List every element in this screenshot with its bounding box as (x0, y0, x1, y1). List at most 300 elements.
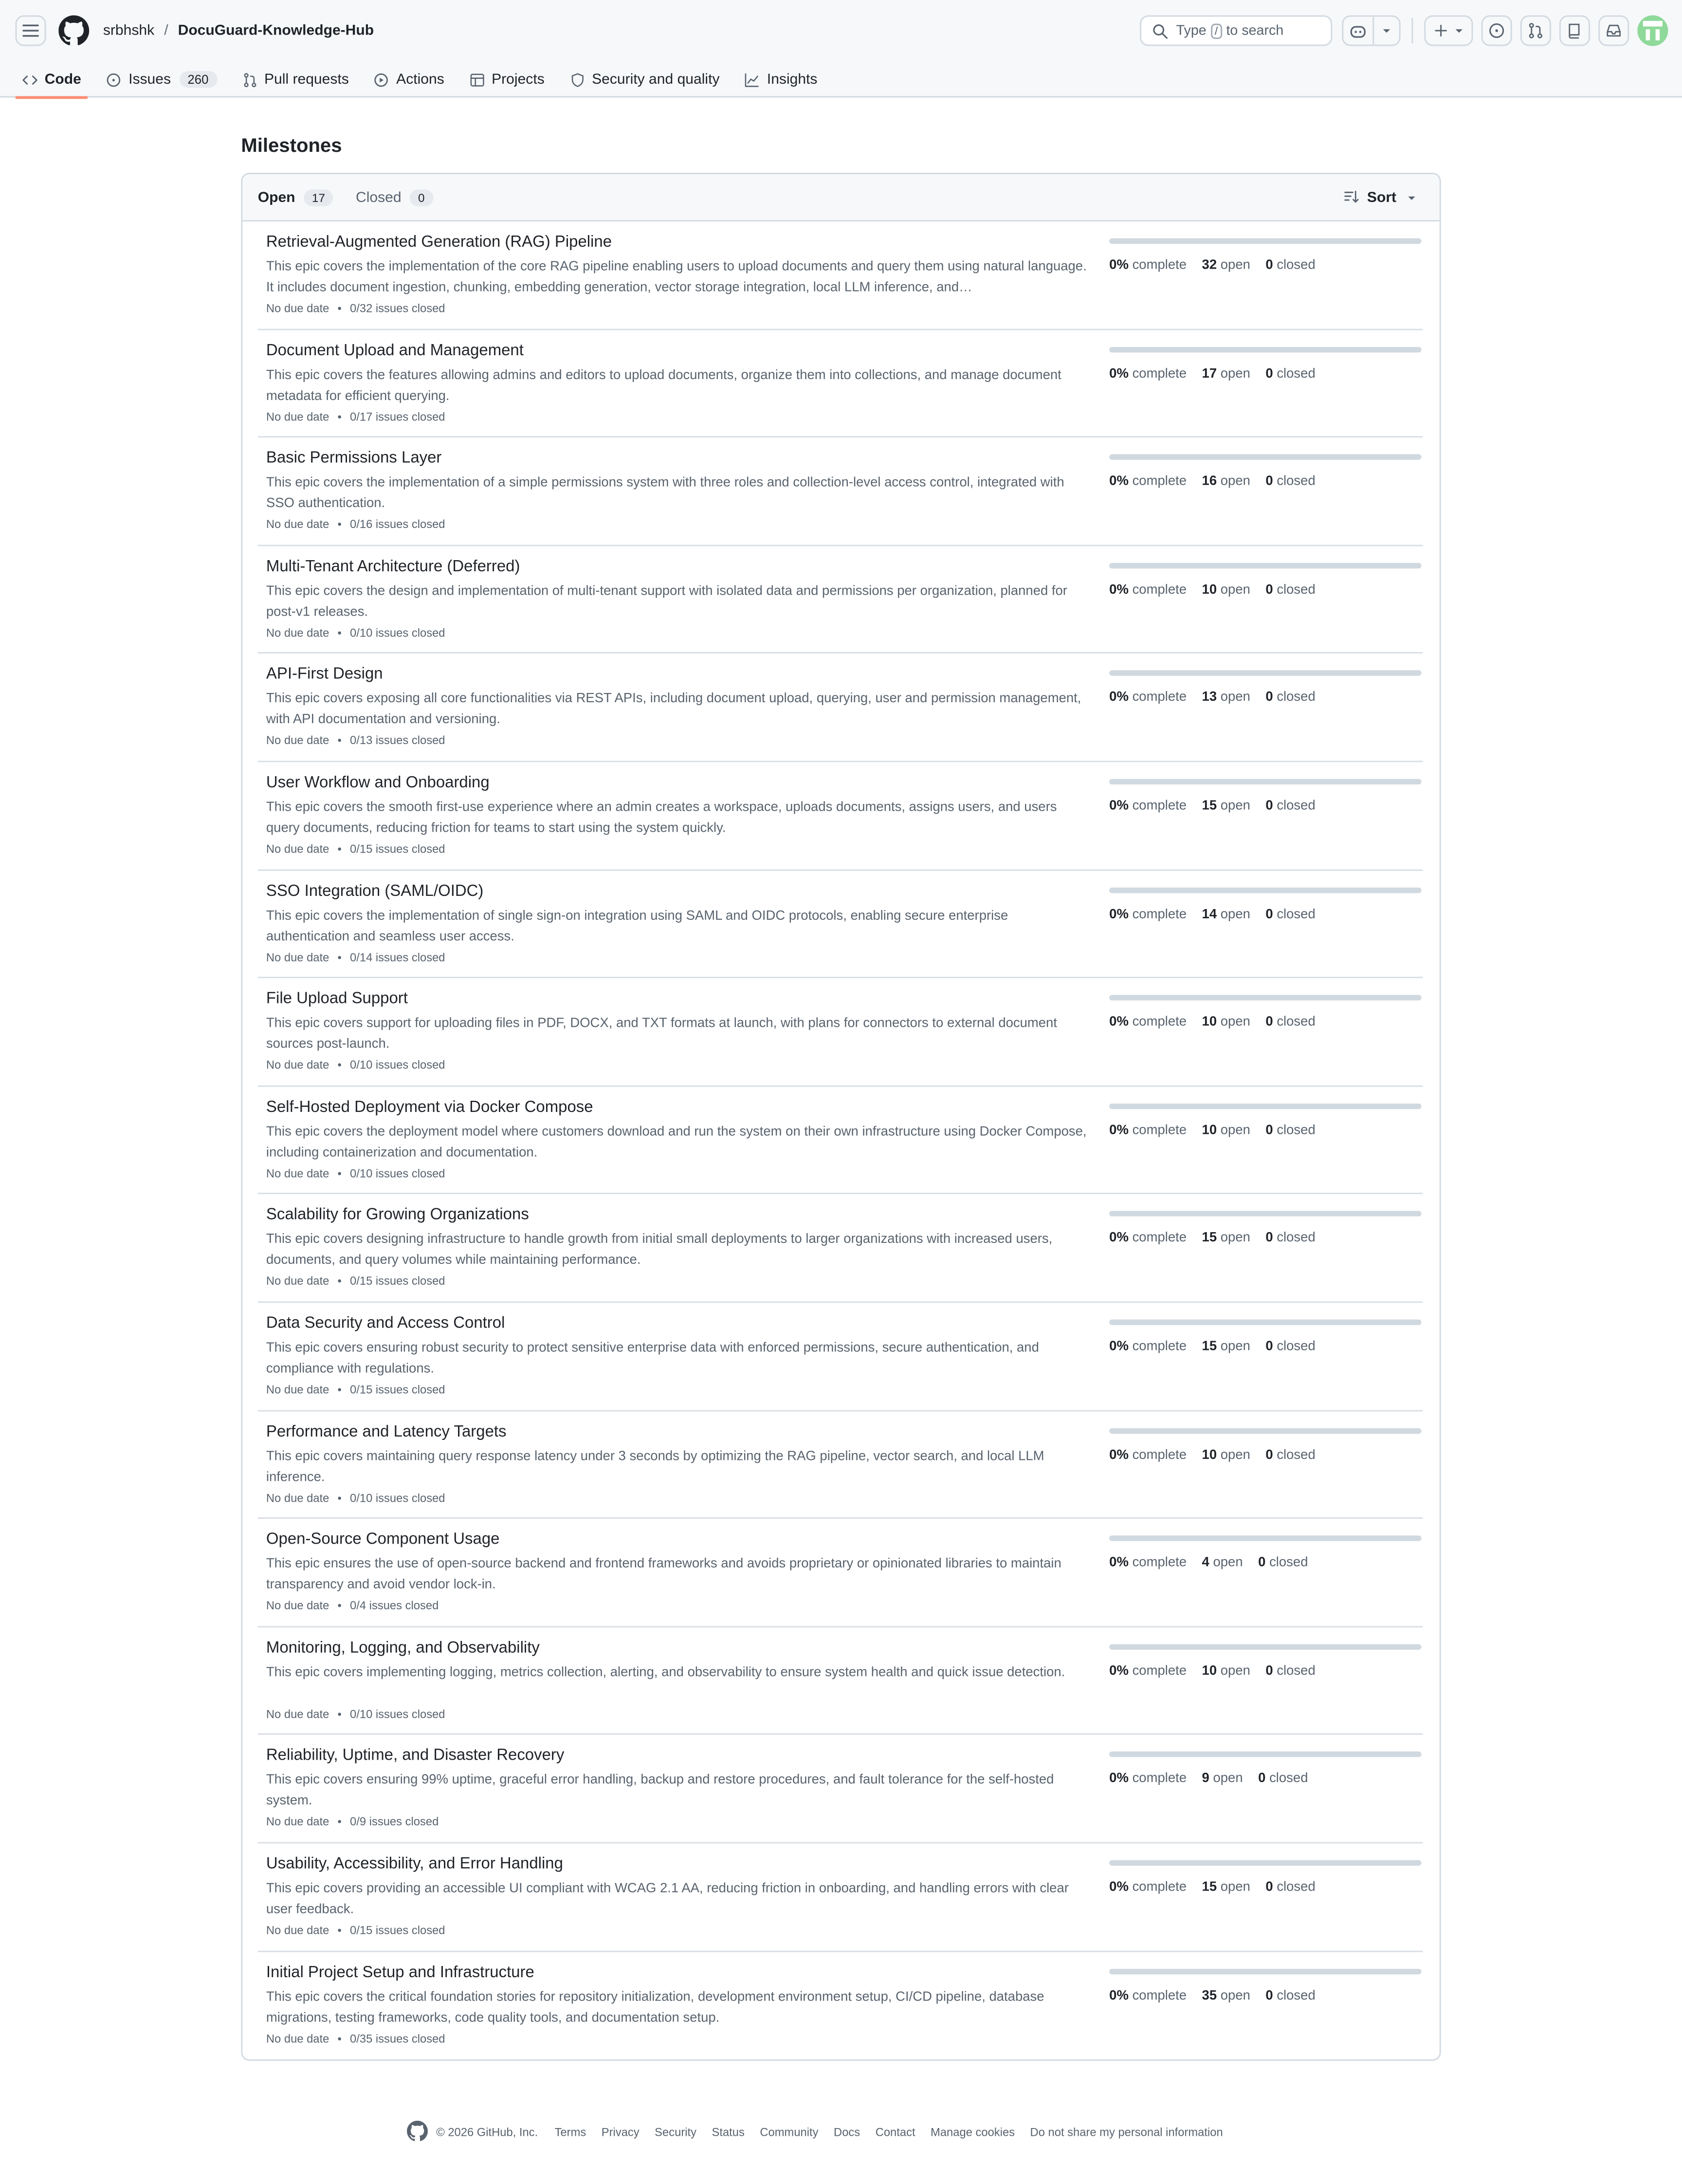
milestone-due-date: No due date (266, 1382, 329, 1396)
milestone-due-date: No due date (266, 1490, 329, 1505)
milestone-title[interactable]: SSO Integration (SAML/OIDC) (266, 883, 484, 900)
stat-open-value: 10 (1202, 1663, 1217, 1679)
milestone-issues-closed: 0/15 issues closed (350, 1923, 445, 1937)
create-new-button[interactable] (1424, 15, 1473, 46)
milestone-meta (266, 841, 1091, 856)
milestone-description: This epic ensures the use of open-source backend and frontend frameworks and avoids proprietary or opinionated libraries to maintain transparency and avoid vendor lock-in. (266, 1556, 1061, 1593)
stat-complete-label: complete (1132, 798, 1187, 814)
meta-separator: • (337, 1923, 342, 1937)
milestone-title[interactable]: Retrieval-Augmented Generation (RAG) Pipeline (266, 234, 612, 251)
milestone-stats (1109, 1339, 1421, 1354)
milestone-progress (1109, 1644, 1421, 1679)
milestone-description: This epic covers the features allowing admins and editors to upload documents, organize them into collections, and manage document metadata for efficient querying. (266, 367, 1061, 404)
tab-security[interactable] (563, 61, 727, 97)
footer-link-privacy[interactable]: Privacy (601, 2124, 640, 2138)
issues-counter: 260 (179, 71, 217, 88)
milestone-info (258, 1951, 1091, 2059)
stat-closed[interactable] (1265, 366, 1315, 381)
tab-issues[interactable] (99, 61, 224, 97)
stat-open-value: 4 (1202, 1555, 1209, 1571)
milestone-description: This epic covers ensuring robust security to protect sensitive enterprise data with enforced permissions, secure authentication, and compliance with regulations. (266, 1340, 1039, 1377)
milestone-stats (1109, 1447, 1421, 1462)
milestone-issues-closed: 0/10 issues closed (350, 625, 445, 639)
progress-bar (1109, 887, 1421, 892)
copilot-button[interactable] (1342, 15, 1400, 46)
tab-actions[interactable] (367, 61, 451, 97)
play-icon (374, 72, 389, 87)
milestone-meta (266, 1166, 1091, 1181)
stat-open-value: 9 (1202, 1771, 1209, 1787)
copilot-icon (1349, 21, 1367, 39)
stat-complete-value: 0% (1109, 1123, 1129, 1138)
menu-button[interactable] (15, 15, 46, 46)
footer-link-docs[interactable]: Docs (834, 2124, 860, 2138)
milestone-issues-closed: 0/10 issues closed (350, 1057, 445, 1072)
stat-open[interactable] (1202, 1771, 1243, 1786)
milestone-row (258, 1519, 1423, 1627)
meta-separator: • (337, 1274, 342, 1288)
footer-link-terms[interactable]: Terms (554, 2124, 586, 2138)
stat-complete (1109, 366, 1187, 381)
milestone-stats (1109, 907, 1421, 922)
stat-open[interactable] (1202, 1447, 1250, 1462)
milestone-description: This epic covers providing an accessible UI compliant with WCAG 2.1 AA, reducing friction in onboarding, and handling errors with clear user feedback. (266, 1881, 1069, 1917)
stat-closed-label: closed (1277, 365, 1316, 382)
stat-closed-value: 0 (1265, 1663, 1273, 1679)
progress-bar (1109, 1860, 1421, 1865)
milestone-meta (266, 1923, 1091, 1938)
stat-open-label: open (1220, 365, 1250, 382)
meta-separator: • (337, 301, 342, 315)
stat-open-label: open (1213, 1771, 1243, 1787)
code-icon (22, 72, 37, 87)
issue-opened-icon (106, 72, 121, 87)
footer-link-status[interactable]: Status (712, 2124, 745, 2138)
filter-open-label: Open (257, 188, 295, 206)
footer-link-community[interactable]: Community (760, 2124, 819, 2138)
stat-closed[interactable] (1265, 1015, 1315, 1030)
milestone-progress (1109, 1752, 1421, 1787)
footer-link-contact[interactable]: Contact (875, 2124, 915, 2138)
milestone-stats (1109, 1231, 1421, 1246)
progress-bar (1109, 346, 1421, 352)
stat-complete-label: complete (1132, 1339, 1187, 1354)
milestone-title[interactable]: Scalability for Growing Organizations (266, 1207, 529, 1224)
milestone-stats (1109, 1879, 1421, 1894)
milestone-title[interactable]: Basic Permissions Layer (266, 450, 442, 467)
milestone-row (258, 1735, 1423, 1843)
stat-closed-value: 0 (1265, 1447, 1273, 1463)
triangle-down-icon (1453, 25, 1464, 36)
stat-open[interactable] (1202, 1555, 1243, 1570)
stat-open-label: open (1220, 1663, 1250, 1679)
stat-open-value: 15 (1202, 1339, 1217, 1354)
progress-bar (1109, 1968, 1421, 1973)
milestone-issues-closed: 0/35 issues closed (350, 2031, 445, 2045)
milestone-progress (1109, 887, 1421, 922)
milestone-issues-closed: 0/17 issues closed (350, 409, 445, 423)
milestone-row (258, 221, 1423, 329)
stat-open[interactable] (1202, 907, 1250, 922)
milestone-issues-closed: 0/15 issues closed (350, 1382, 445, 1396)
stat-closed-label: closed (1277, 798, 1316, 814)
pull-requests-button[interactable] (1520, 15, 1551, 46)
milestone-row (258, 1951, 1423, 2059)
stat-complete (1109, 582, 1187, 597)
search-icon (1152, 23, 1168, 38)
footer-link-manage-cookies[interactable]: Manage cookies (931, 2124, 1015, 2138)
stat-open[interactable] (1202, 1879, 1250, 1894)
milestone-description: This epic covers the smooth first-use experience where an admin creates a workspace, uploads documents, assigns users, and users query documents, reducing friction for teams to start using the system quickly. (266, 800, 1057, 836)
milestone-title[interactable]: Performance and Latency Targets (266, 1423, 507, 1440)
stat-closed-label: closed (1277, 1447, 1316, 1463)
stat-closed-value: 0 (1265, 1014, 1273, 1030)
milestone-description: This epic covers implementing logging, metrics collection, alerting, and observability to ensure system health and quick issue detection. (266, 1664, 1065, 1680)
search-prefix: Type (1176, 23, 1207, 38)
stat-closed[interactable] (1265, 1447, 1315, 1462)
stat-closed-value: 0 (1265, 690, 1273, 706)
stat-complete (1109, 1663, 1187, 1678)
stat-closed-label: closed (1277, 906, 1316, 922)
stat-closed[interactable] (1265, 690, 1315, 705)
milestone-title[interactable]: Initial Project Setup and Infrastructure (266, 1964, 534, 1981)
stat-open[interactable] (1202, 582, 1250, 597)
stat-open-label: open (1220, 906, 1250, 922)
tab-label: Actions (396, 71, 444, 88)
stat-open[interactable] (1202, 1987, 1250, 2002)
tab-label: Code (44, 71, 81, 88)
stat-complete (1109, 690, 1187, 705)
stat-closed-value: 0 (1265, 798, 1273, 814)
stat-complete-value: 0% (1109, 1663, 1129, 1679)
page-title: Milestones (241, 133, 342, 156)
stat-open-label: open (1220, 1987, 1250, 2003)
milestone-meta (266, 733, 1091, 748)
stat-open-label: open (1220, 582, 1250, 598)
milestones-filter-bar (242, 174, 1440, 221)
stat-open-label: open (1220, 1014, 1250, 1030)
closed-counter: 0 (410, 189, 433, 205)
stat-complete-value: 0% (1109, 1231, 1129, 1246)
stat-open-value: 17 (1202, 365, 1217, 382)
plus-icon (1433, 24, 1447, 38)
github-logo-icon[interactable] (58, 15, 89, 46)
milestone-progress (1109, 1968, 1421, 2003)
tab-code[interactable] (15, 61, 88, 97)
stat-complete (1109, 1771, 1187, 1786)
stat-open-value: 10 (1202, 1447, 1217, 1463)
repositories-button[interactable] (1559, 15, 1590, 46)
table-icon (469, 72, 484, 87)
footer-link-do-not-share[interactable]: Do not share my personal information (1030, 2124, 1223, 2138)
stat-complete-label: complete (1132, 1014, 1187, 1030)
milestone-due-date: No due date (266, 1274, 329, 1288)
meta-separator: • (337, 1165, 342, 1180)
stat-complete (1109, 1339, 1187, 1354)
stat-open[interactable] (1202, 1123, 1250, 1138)
stat-open-value: 15 (1202, 798, 1217, 814)
milestone-stats (1109, 799, 1421, 814)
stat-open-label: open (1220, 1123, 1250, 1138)
stat-open[interactable] (1202, 1015, 1250, 1030)
filter-closed-label: Closed (356, 188, 402, 206)
stat-complete-value: 0% (1109, 906, 1129, 922)
progress-bar (1109, 779, 1421, 784)
progress-bar (1109, 1211, 1421, 1217)
milestone-row (258, 1411, 1423, 1519)
progress-bar (1109, 995, 1421, 1001)
stat-closed-label: closed (1277, 474, 1316, 490)
stat-open[interactable] (1202, 1339, 1250, 1354)
milestone-row (258, 1843, 1423, 1951)
meta-separator: • (337, 1382, 342, 1396)
milestone-info (258, 1303, 1091, 1409)
copilot-dropdown[interactable] (1374, 17, 1399, 44)
milestone-row (258, 978, 1423, 1086)
stat-closed-label: closed (1277, 690, 1316, 706)
milestone-title[interactable]: File Upload Support (266, 991, 408, 1008)
milestone-due-date: No due date (266, 733, 329, 747)
milestone-info (258, 870, 1091, 977)
global-bar (0, 0, 1682, 61)
milestone-description: This epic covers the implementation of single sign-on integration using SAML and OIDC protocols, enabling secure enterprise authentication and seamless user access. (266, 908, 1008, 945)
stat-closed[interactable] (1265, 1879, 1315, 1894)
milestone-description: This epic covers ensuring 99% uptime, graceful error handling, backup and restore procedures, and fault tolerance for the self-hosted system. (266, 1773, 1054, 1809)
stat-closed-label: closed (1277, 1231, 1316, 1246)
stat-open-value: 13 (1202, 690, 1217, 706)
avatar-identicon-icon (1637, 15, 1668, 46)
search-input[interactable] (1140, 15, 1332, 46)
copilot-main[interactable] (1343, 17, 1374, 44)
milestone-meta (266, 625, 1091, 640)
stat-closed[interactable] (1265, 1339, 1315, 1354)
milestone-description: This epic covers the critical foundation stories for repository initialization, development environment setup, CI/CD pipeline, database migrations, testing frameworks, code quality tools, and documentation setup. (266, 1989, 1044, 2025)
milestone-description: This epic covers the implementation of the core RAG pipeline enabling users to upload documents and query them using natural language. It includes document ingestion, chunking, embedding generation, vector storage integration, local LLM inference, and… (266, 259, 1087, 296)
milestone-meta (266, 950, 1091, 965)
stat-closed[interactable] (1258, 1555, 1308, 1570)
meta-separator: • (337, 1814, 342, 1829)
stat-closed-label: closed (1277, 582, 1316, 598)
milestones-box (241, 173, 1441, 2061)
stat-closed[interactable] (1265, 474, 1315, 489)
filter-closed[interactable] (356, 189, 433, 205)
stat-open[interactable] (1202, 1231, 1250, 1246)
site-footer (407, 2121, 1238, 2142)
github-mark-icon[interactable] (407, 2121, 428, 2142)
milestone-progress (1109, 563, 1421, 598)
milestone-title[interactable]: Monitoring, Logging, and Observability (266, 1639, 540, 1656)
hamburger-icon (22, 22, 39, 39)
milestone-stats (1109, 474, 1421, 489)
meta-separator: • (337, 1057, 342, 1072)
milestone-title[interactable]: Reliability, Uptime, and Disaster Recovery (266, 1747, 565, 1765)
milestone-title[interactable]: User Workflow and Onboarding (266, 774, 490, 792)
stat-closed[interactable] (1258, 1771, 1308, 1786)
milestone-due-date: No due date (266, 841, 329, 855)
meta-separator: • (337, 2031, 342, 2045)
stat-closed[interactable] (1265, 582, 1315, 597)
breadcrumb-owner[interactable]: srbhshk (103, 22, 155, 39)
progress-bar (1109, 238, 1421, 244)
stat-open[interactable] (1202, 474, 1250, 489)
milestone-due-date: No due date (266, 625, 329, 639)
milestone-meta (266, 1490, 1091, 1505)
sort-button[interactable] (1343, 189, 1424, 205)
stat-complete-value: 0% (1109, 1014, 1129, 1030)
stat-open-label: open (1220, 1447, 1250, 1463)
stat-closed[interactable] (1265, 258, 1315, 273)
breadcrumb-repo[interactable]: DocuGuard-Knowledge-Hub (178, 22, 374, 39)
stat-complete-label: complete (1132, 474, 1187, 490)
stat-complete-label: complete (1132, 257, 1187, 273)
milestone-progress (1109, 1319, 1421, 1354)
milestone-issues-closed: 0/16 issues closed (350, 517, 445, 531)
stat-closed[interactable] (1265, 1231, 1315, 1246)
stat-open[interactable] (1202, 258, 1250, 273)
milestone-stats (1109, 1015, 1421, 1030)
stat-complete-value: 0% (1109, 798, 1129, 814)
stat-complete (1109, 474, 1187, 489)
stat-closed-value: 0 (1265, 365, 1273, 382)
stat-open[interactable] (1202, 690, 1250, 705)
graph-icon (745, 72, 760, 87)
stat-complete-value: 0% (1109, 690, 1129, 706)
tab-label: Projects (492, 71, 545, 88)
milestone-due-date: No due date (266, 1923, 329, 1937)
stat-closed-label: closed (1277, 1987, 1316, 2003)
stat-complete (1109, 1447, 1187, 1462)
stat-complete (1109, 1879, 1187, 1894)
stat-closed[interactable] (1265, 799, 1315, 814)
stat-open-value: 16 (1202, 474, 1217, 490)
stat-open-value: 35 (1202, 1987, 1217, 2003)
milestone-title[interactable]: Data Security and Access Control (266, 1315, 505, 1332)
avatar[interactable] (1637, 15, 1668, 46)
stat-open-value: 15 (1202, 1231, 1217, 1246)
footer-copyright: © 2026 GitHub, Inc. (436, 2124, 538, 2138)
milestone-due-date: No due date (266, 301, 329, 315)
milestone-title[interactable]: Document Upload and Management (266, 342, 524, 359)
meta-separator: • (337, 517, 342, 531)
stat-complete-value: 0% (1109, 257, 1129, 273)
stat-open-label: open (1220, 690, 1250, 706)
milestone-row (258, 1087, 1423, 1195)
milestone-row (258, 438, 1423, 546)
milestone-progress (1109, 238, 1421, 273)
milestone-meta (266, 409, 1091, 424)
tab-projects[interactable] (462, 61, 551, 97)
stat-open[interactable] (1202, 366, 1250, 381)
milestone-due-date: No due date (266, 409, 329, 423)
milestone-progress (1109, 995, 1421, 1030)
milestone-issues-closed: 0/4 issues closed (350, 1598, 439, 1613)
open-counter: 17 (304, 189, 333, 205)
milestone-title[interactable]: Open-Source Component Usage (266, 1531, 500, 1548)
milestone-description: This epic covers the design and implementation of multi-tenant support with isolated data and permissions per organization, planned for post-v1 releases. (266, 583, 1067, 620)
stat-closed-label: closed (1277, 257, 1316, 273)
milestone-issues-closed: 0/15 issues closed (350, 1274, 445, 1288)
progress-bar (1109, 1536, 1421, 1541)
milestone-due-date: No due date (266, 2031, 329, 2045)
stat-closed-value: 0 (1258, 1555, 1266, 1571)
search-shortcut-key: / (1210, 23, 1222, 38)
progress-bar (1109, 671, 1421, 676)
stat-closed-value: 0 (1265, 1123, 1273, 1138)
milestone-due-date: No due date (266, 1706, 329, 1721)
stat-complete-label: complete (1132, 1447, 1187, 1463)
stat-closed[interactable] (1265, 1663, 1315, 1678)
milestone-meta (266, 1599, 1091, 1614)
shield-icon (569, 72, 585, 87)
footer-link-security[interactable]: Security (655, 2124, 697, 2138)
meta-separator: • (337, 1706, 342, 1721)
milestone-info (258, 1519, 1091, 1625)
issues-button[interactable] (1481, 15, 1512, 46)
milestone-info (258, 1195, 1091, 1301)
milestone-row (258, 546, 1423, 654)
milestone-description: This epic covers maintaining query response latency under 3 seconds by optimizing the RAG pipeline, vector search, and local LLM inference. (266, 1448, 1044, 1485)
milestone-issues-closed: 0/10 issues closed (350, 1706, 445, 1721)
milestone-title[interactable]: Multi-Tenant Architecture (Deferred) (266, 558, 520, 575)
stat-open-value: 15 (1202, 1879, 1217, 1895)
stat-complete-value: 0% (1109, 1987, 1129, 2003)
header-actions (1140, 15, 1668, 46)
milestone-due-date: No due date (266, 1598, 329, 1613)
milestone-progress (1109, 671, 1421, 706)
stat-closed[interactable] (1265, 1987, 1315, 2002)
milestone-description: This epic covers support for uploading files in PDF, DOCX, and TXT formats at launch, with plans for connectors to external document sources post-launch. (266, 1016, 1057, 1053)
repo-icon (1566, 22, 1583, 39)
stat-open-label: open (1220, 1879, 1250, 1895)
milestone-info (258, 438, 1091, 545)
milestone-meta (266, 1382, 1091, 1397)
milestone-title[interactable]: Usability, Accessibility, and Error Handling (266, 1856, 563, 1873)
stat-closed-value: 0 (1258, 1771, 1266, 1787)
tab-label: Security and quality (592, 71, 720, 88)
stat-open[interactable] (1202, 799, 1250, 814)
stat-closed[interactable] (1265, 907, 1315, 922)
meta-separator: • (337, 841, 342, 855)
milestone-due-date: No due date (266, 517, 329, 531)
milestone-info (258, 1735, 1091, 1842)
tab-insights[interactable] (738, 61, 824, 97)
stat-open[interactable] (1202, 1663, 1250, 1678)
milestone-issues-closed: 0/9 issues closed (350, 1814, 439, 1829)
inbox-button[interactable] (1598, 15, 1629, 46)
stat-open-value: 32 (1202, 257, 1217, 273)
milestone-info (258, 1087, 1091, 1193)
milestone-issues-closed: 0/13 issues closed (350, 733, 445, 747)
progress-bar (1109, 1319, 1421, 1325)
milestone-issues-closed: 0/10 issues closed (350, 1165, 445, 1180)
progress-bar (1109, 1428, 1421, 1433)
stat-closed-value: 0 (1265, 582, 1273, 598)
milestone-row (258, 870, 1423, 978)
milestone-progress (1109, 1536, 1421, 1571)
milestone-title[interactable]: Self-Hosted Deployment via Docker Compose (266, 1099, 593, 1116)
milestone-title[interactable]: API-First Design (266, 666, 383, 684)
milestone-meta (266, 1274, 1091, 1289)
filter-open[interactable] (258, 189, 334, 205)
create-new-main[interactable] (1426, 17, 1471, 44)
stat-closed[interactable] (1265, 1123, 1315, 1138)
milestone-description: This epic covers designing infrastructure to handle growth from initial small deployments to larger organizations with increased users, documents, and query volumes while maintaining performance. (266, 1232, 1053, 1269)
milestone-stats (1109, 1987, 1421, 2002)
stat-complete-value: 0% (1109, 1879, 1129, 1895)
stat-closed-value: 0 (1265, 474, 1273, 490)
tab-pull-requests[interactable] (235, 61, 356, 97)
stat-open-value: 10 (1202, 1014, 1217, 1030)
